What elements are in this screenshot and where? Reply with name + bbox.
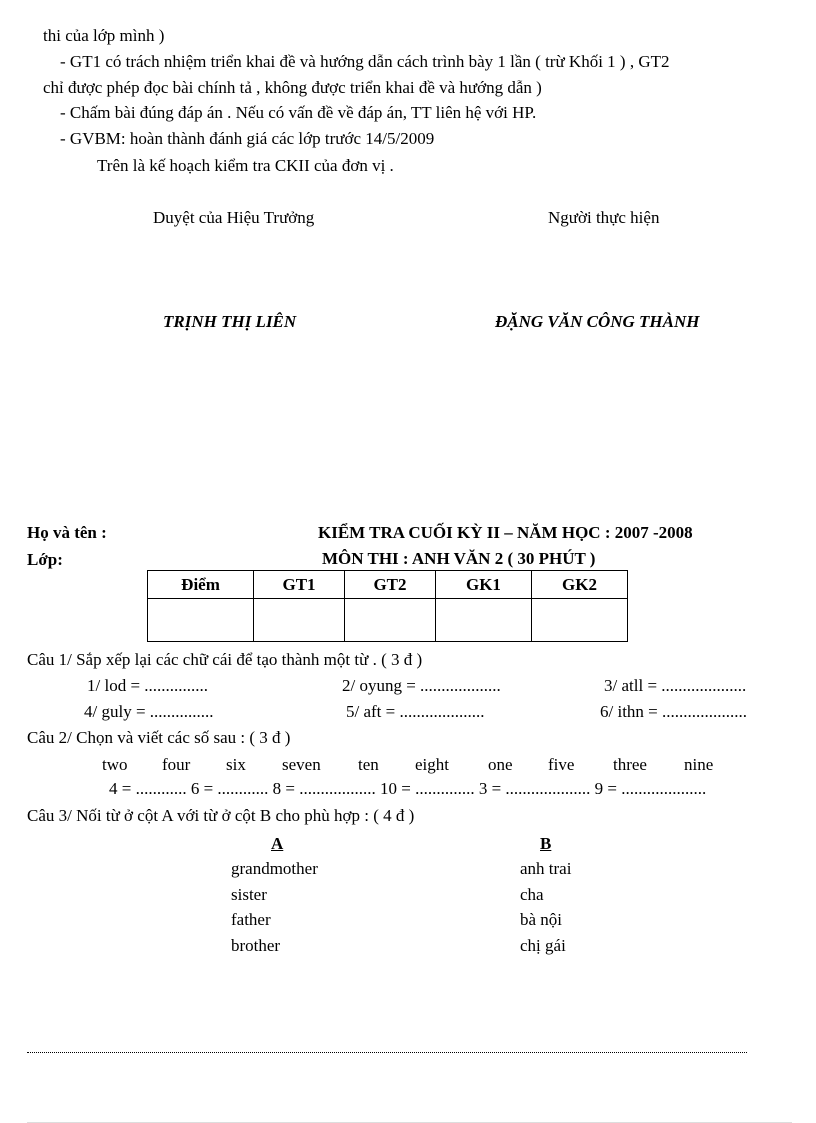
score-cell-diem xyxy=(148,599,254,642)
q2-answers: 4 = ............ 6 = ............ 8 = .................. 10 = .............. 3 = .................... 9 = .................... xyxy=(109,779,707,798)
q3-title: Câu 3/ Nối từ ở cột A với từ ở cột B cho phù hợp : ( 4 đ ) xyxy=(27,806,415,825)
score-table xyxy=(147,570,628,642)
score-header-gt1: GT1 xyxy=(254,571,345,599)
class-label: Lớp: xyxy=(27,550,63,569)
q2-word-six: six xyxy=(226,755,246,774)
q3-col-b-item-4: chị gái xyxy=(520,936,566,955)
q2-word-three: three xyxy=(613,755,647,774)
q3-col-a-item-4: brother xyxy=(231,936,281,955)
q3-col-b-item-2: cha xyxy=(520,885,544,904)
executor-name: ĐẶNG VĂN CÔNG THÀNH xyxy=(495,312,700,331)
plan-line-5: - GVBM: hoàn thành đánh giá các lớp trước 14/5/2009 xyxy=(60,129,435,148)
score-header-diem: Điểm xyxy=(148,571,254,599)
q3-col-a-item-1: grandmother xyxy=(231,859,318,878)
q3-col-b-item-3: bà nội xyxy=(520,910,563,929)
exam-subject: MÔN THI : ANH VĂN 2 ( 30 PHÚT ) xyxy=(322,549,596,568)
q1-item-5: 5/ aft = .................... xyxy=(346,702,485,721)
q2-word-four: four xyxy=(162,755,191,774)
q2-word-eight: eight xyxy=(415,755,449,774)
q3-col-a-header: A xyxy=(271,834,284,853)
score-header-gt2: GT2 xyxy=(345,571,436,599)
score-header-row xyxy=(148,571,628,599)
score-cell-gt1 xyxy=(254,599,345,642)
q2-word-one: one xyxy=(488,755,513,774)
student-name-label: Họ và tên : xyxy=(27,523,107,542)
q2-word-two: two xyxy=(102,755,128,774)
q3-col-a-item-2: sister xyxy=(231,885,267,904)
q2-word-seven: seven xyxy=(282,755,321,774)
q3-col-b-item-1: anh trai xyxy=(520,859,572,878)
score-cell-gk1 xyxy=(435,599,531,642)
plan-line-4: - Chấm bài đúng đáp án . Nếu có vấn đề về đáp án, TT liên hệ với HP. xyxy=(60,103,537,122)
score-value-row xyxy=(148,599,628,642)
dotted-separator xyxy=(27,1052,747,1053)
score-cell-gk2 xyxy=(531,599,627,642)
principal-approval-label: Duyệt của Hiệu Trưởng xyxy=(153,208,315,227)
q2-word-five: five xyxy=(548,755,575,774)
plan-line-3: chỉ được phép đọc bài chính tả , không được triển khai đề và hướng dẫn ) xyxy=(43,78,542,97)
score-header-gk2: GK2 xyxy=(531,571,627,599)
plan-line-6: Trên là kế hoạch kiểm tra CKII của đơn vị . xyxy=(97,156,394,175)
q1-item-3: 3/ atll = .................... xyxy=(604,676,747,695)
q2-title: Câu 2/ Chọn và viết các số sau : ( 3 đ ) xyxy=(27,728,291,747)
q3-col-a-item-3: father xyxy=(231,910,271,929)
q1-item-1: 1/ lod = ............... xyxy=(87,676,209,695)
executor-label: Người thực hiện xyxy=(548,208,660,227)
q1-title: Câu 1/ Sắp xếp lại các chữ cái để tạo thành một từ . ( 3 đ ) xyxy=(27,650,423,669)
principal-name: TRỊNH THỊ LIÊN xyxy=(163,312,297,331)
plan-line-2: - GT1 có trách nhiệm triển khai đề và hướng dẫn cách trình bày 1 lần ( trừ Khối 1 ) , GT2 xyxy=(60,52,670,71)
exam-title: KIỂM TRA CUỐI KỲ II – NĂM HỌC : 2007 -2008 xyxy=(318,523,693,542)
score-cell-gt2 xyxy=(345,599,436,642)
q3-col-b-header: B xyxy=(540,834,552,853)
q1-item-2: 2/ oyung = ................... xyxy=(342,676,501,695)
score-header-gk1: GK1 xyxy=(435,571,531,599)
q1-item-4: 4/ guly = ............... xyxy=(84,702,214,721)
q2-word-nine: nine xyxy=(684,755,714,774)
plan-line-1: thi của lớp mình ) xyxy=(43,26,165,45)
q2-word-ten: ten xyxy=(358,755,379,774)
q1-item-6: 6/ ithn = .................... xyxy=(600,702,748,721)
